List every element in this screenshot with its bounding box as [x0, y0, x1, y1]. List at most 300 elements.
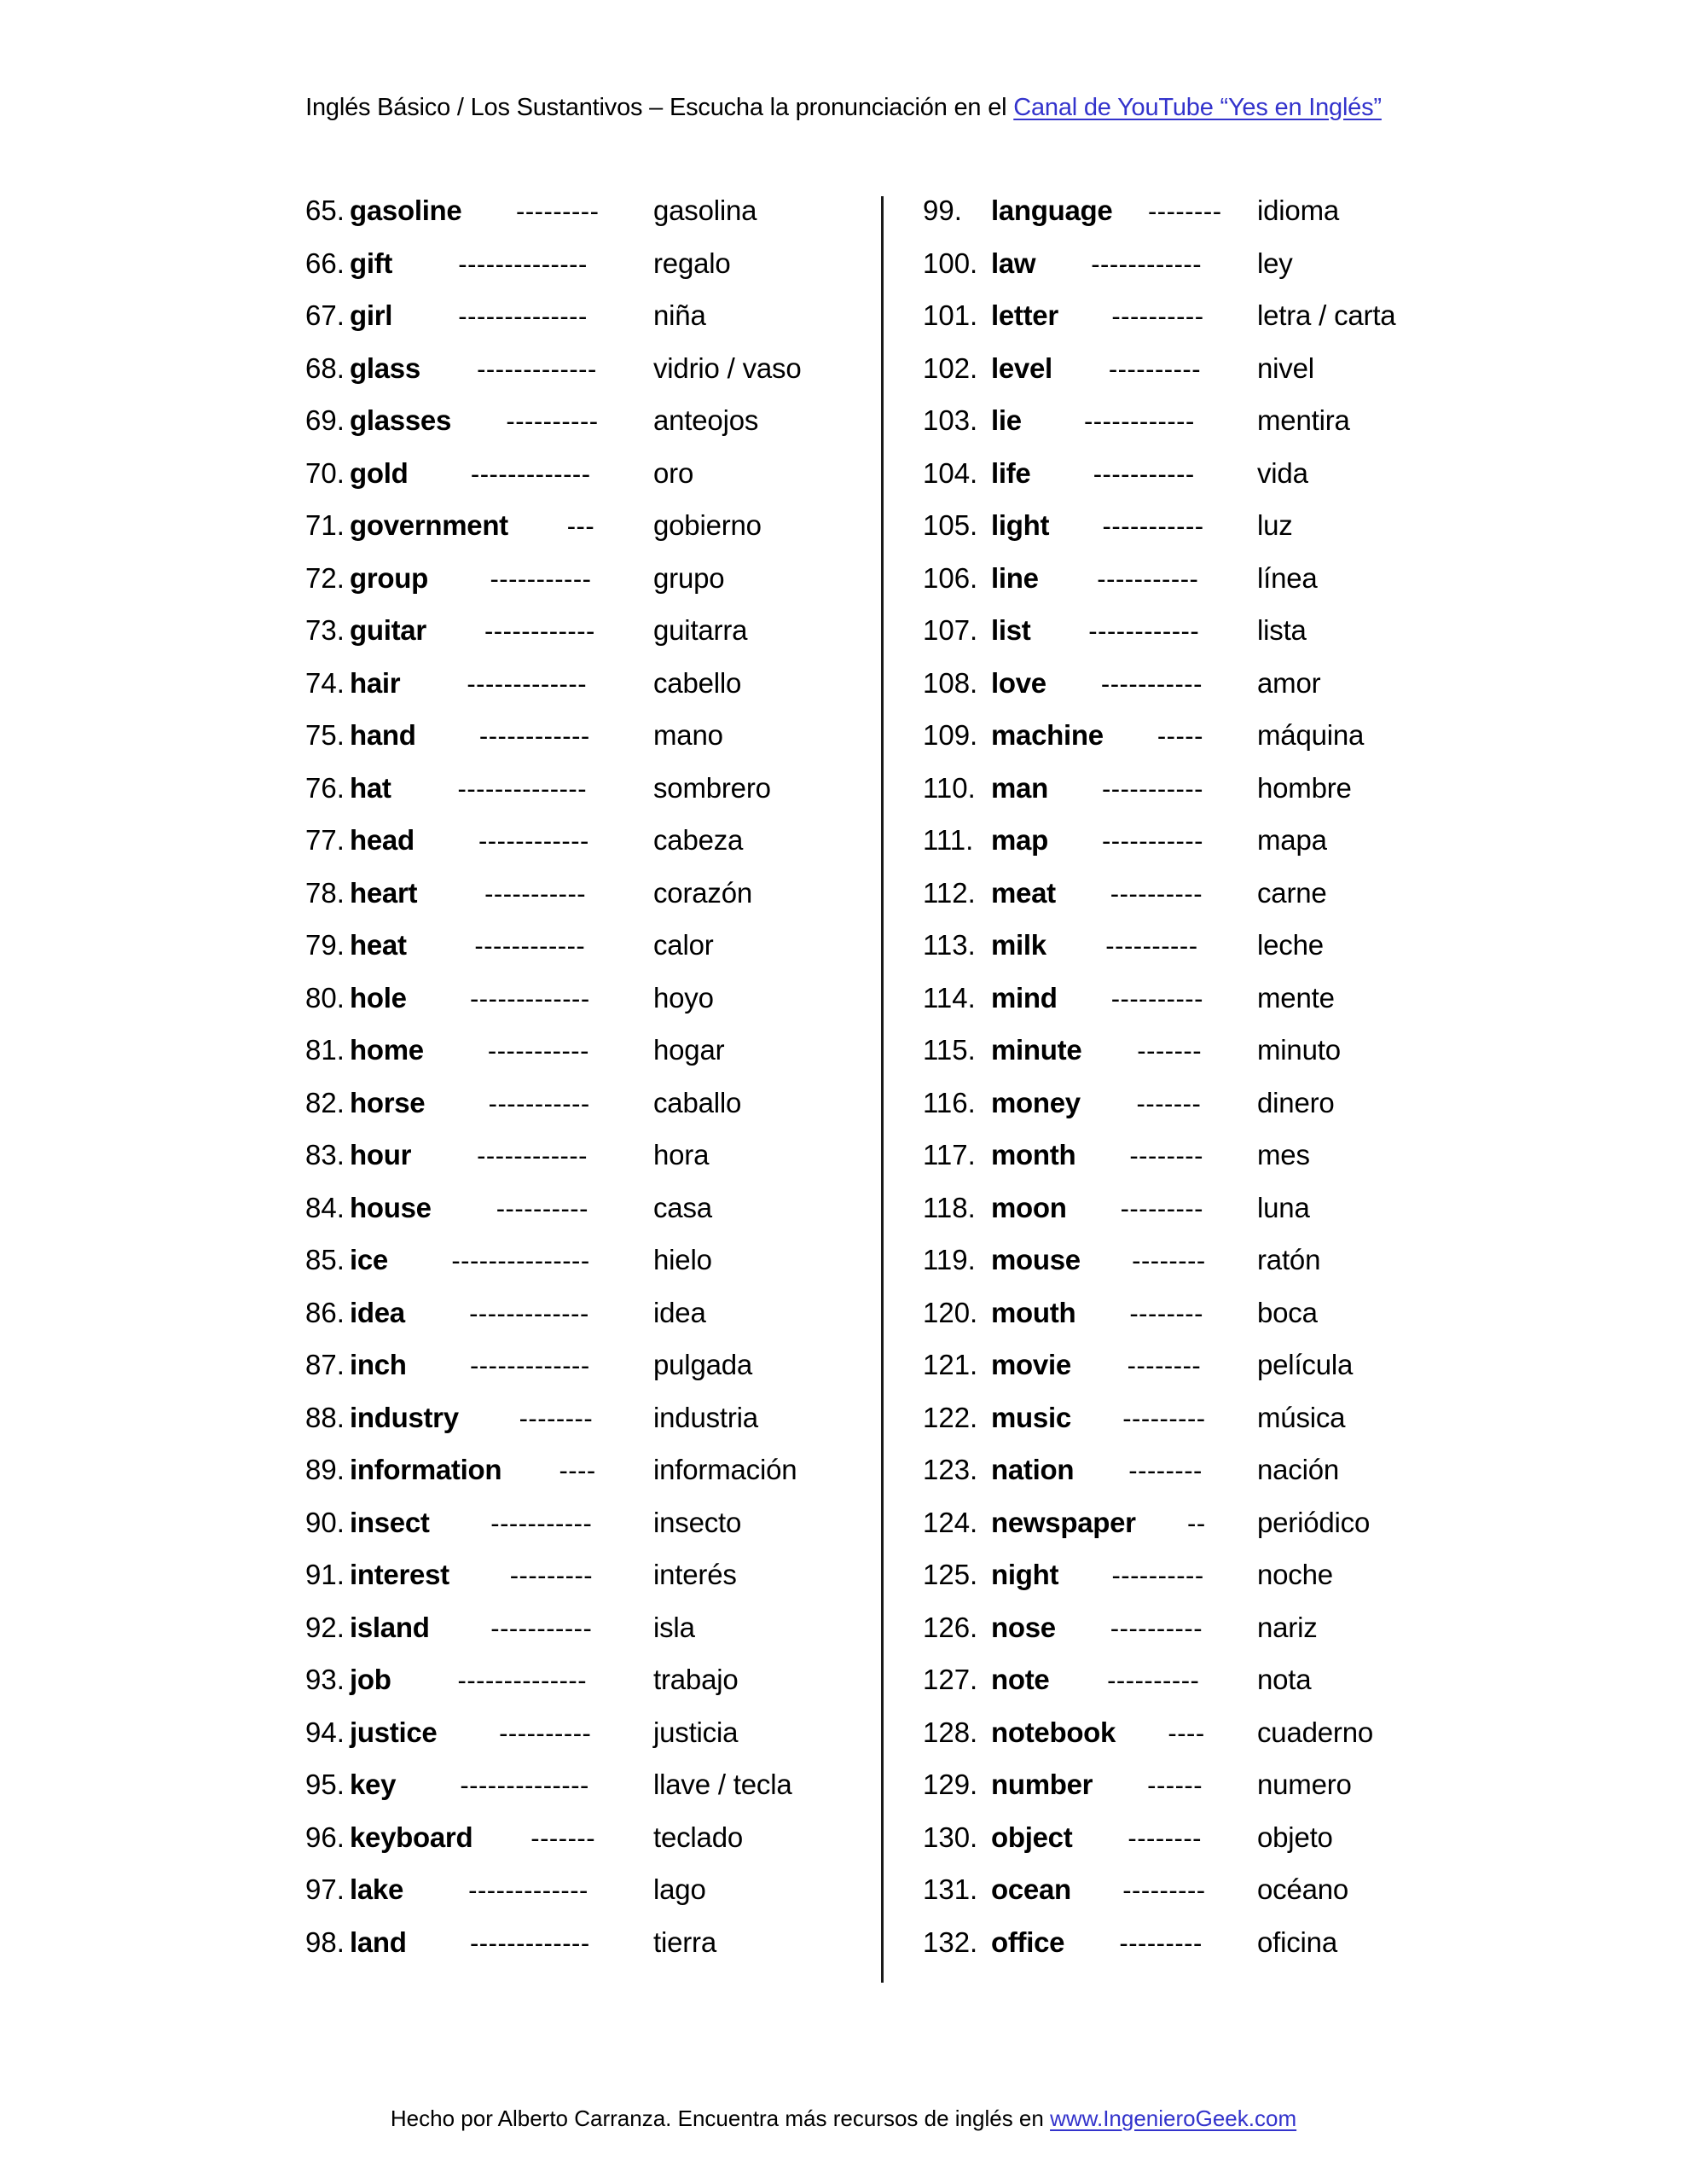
entry-english-word: night [991, 1559, 1059, 1590]
entry-number: 127. [923, 1664, 978, 1695]
entry-number: 112. [923, 876, 976, 909]
entry-dash-leader: -------------- [458, 301, 588, 331]
entry-dash-leader: --------- [509, 1560, 594, 1590]
entry-dash-leader: -------- [1128, 1822, 1202, 1853]
entry-number: 97. [305, 1873, 345, 1905]
noun-entry [923, 814, 1452, 867]
noun-entry [305, 394, 834, 447]
noun-entry [923, 1601, 1452, 1654]
noun-entry [305, 1706, 834, 1759]
entry-english-word: government [350, 509, 508, 541]
entry-spanish-word: océano [1257, 1873, 1349, 1905]
entry-number: 119. [923, 1244, 976, 1275]
noun-entry [923, 919, 1452, 972]
entry-dash-leader: ------------- [469, 1927, 590, 1958]
entry-number: 93. [305, 1664, 345, 1695]
entry-number: 68. [305, 351, 345, 384]
entry-number: 122. [923, 1401, 978, 1433]
noun-entry [923, 1758, 1452, 1811]
noun-entry [305, 867, 834, 920]
entry-spanish-word: hielo [653, 1244, 712, 1275]
entry-number: 90. [305, 1506, 345, 1538]
entry-number: 128. [923, 1716, 978, 1748]
entry-number: 117. [923, 1139, 976, 1170]
entry-dash-leader: -------- [519, 1403, 594, 1433]
entry-english-word: girl [350, 299, 393, 331]
entry-dash-leader: -------------- [460, 1770, 589, 1800]
entry-number: 96. [305, 1821, 345, 1853]
entry-number: 118. [923, 1191, 976, 1223]
entry-spanish-word: trabajo [653, 1664, 739, 1695]
noun-entry [305, 1287, 834, 1339]
noun-column-right [923, 184, 1452, 1968]
entry-english-word: nation [991, 1454, 1075, 1485]
entry-dash-leader: ----------- [490, 563, 592, 594]
entry-spanish-word: minuto [1257, 1034, 1341, 1066]
entry-spanish-word: anteojos [653, 404, 759, 436]
entry-number: 120. [923, 1296, 978, 1328]
entry-spanish-word: idioma [1257, 195, 1340, 226]
entry-spanish-word: gobierno [653, 509, 762, 541]
entry-spanish-word: cabeza [653, 824, 744, 856]
entry-spanish-word: idea [653, 1296, 706, 1328]
entry-english-word: ice [350, 1244, 388, 1275]
entry-english-word: land [350, 1926, 407, 1958]
entry-dash-leader: ---------- [499, 1717, 592, 1748]
noun-entry [305, 289, 834, 342]
noun-entry [923, 1077, 1452, 1130]
entry-english-word: heart [350, 876, 418, 909]
entry-english-word: job [350, 1664, 391, 1695]
entry-english-word: moon [991, 1191, 1067, 1223]
entry-english-word: mind [991, 981, 1058, 1014]
entry-english-word: letter [991, 299, 1058, 331]
entry-english-word: line [991, 561, 1039, 594]
entry-dash-leader: ---------- [1107, 1665, 1200, 1695]
entry-dash-leader: --------- [1120, 1193, 1204, 1223]
entry-english-word: notebook [991, 1716, 1116, 1748]
entry-english-word: house [350, 1191, 432, 1223]
youtube-channel-link[interactable]: Canal de YouTube “Yes en Inglés” [1013, 94, 1382, 121]
entry-spanish-word: corazón [653, 876, 753, 909]
entry-spanish-word: insecto [653, 1506, 742, 1538]
noun-entry [305, 919, 834, 972]
entry-spanish-word: isla [653, 1611, 695, 1643]
noun-column-left [305, 184, 834, 1968]
entry-english-word: law [991, 247, 1036, 279]
entry-english-word: month [991, 1139, 1076, 1170]
entry-spanish-word: casa [653, 1191, 712, 1223]
entry-number: 67. [305, 299, 345, 331]
noun-entry [923, 1234, 1452, 1287]
noun-entry [305, 184, 834, 237]
noun-entry [923, 709, 1452, 762]
entry-number: 89. [305, 1454, 345, 1485]
entry-english-word: office [991, 1926, 1065, 1958]
noun-entry [923, 1706, 1452, 1759]
entry-spanish-word: ley [1257, 247, 1293, 279]
entry-english-word: island [350, 1611, 430, 1643]
entry-number: 66. [305, 247, 345, 279]
entry-spanish-word: luz [1257, 509, 1293, 541]
entry-spanish-word: boca [1257, 1296, 1318, 1328]
noun-entry [923, 499, 1452, 552]
entry-number: 116. [923, 1086, 976, 1118]
entry-dash-leader: ------ [1147, 1770, 1203, 1800]
entry-dash-leader: ----------- [1101, 826, 1203, 856]
entry-dash-leader: ---- [559, 1455, 596, 1485]
entry-spanish-word: nariz [1257, 1611, 1318, 1643]
entry-english-word: hour [350, 1139, 412, 1170]
noun-entry [305, 1601, 834, 1654]
entry-number: 91. [305, 1559, 345, 1590]
entry-dash-leader: ------------- [469, 983, 590, 1014]
entry-number: 84. [305, 1191, 345, 1223]
entry-dash-leader: ---------- [1108, 353, 1202, 384]
entry-english-word: interest [350, 1559, 449, 1590]
entry-dash-leader: -------------- [457, 1665, 588, 1695]
entry-number: 82. [305, 1086, 345, 1118]
entry-dash-leader: -------- [1147, 196, 1222, 226]
entry-spanish-word: lista [1257, 614, 1307, 646]
entry-dash-leader: ---------- [1110, 983, 1203, 1014]
noun-entry [305, 1234, 834, 1287]
entry-spanish-word: grupo [653, 561, 725, 594]
entry-english-word: milk [991, 929, 1046, 961]
entry-dash-leader: ----------- [488, 1088, 590, 1118]
entry-english-word: nose [991, 1611, 1056, 1643]
entry-dash-leader: ---------- [1111, 301, 1204, 331]
noun-entry [305, 1443, 834, 1496]
entry-english-word: hat [350, 771, 391, 804]
noun-entry [923, 394, 1452, 447]
entry-number: 99. [923, 195, 962, 226]
footer-text: Hecho por Alberto Carranza. Encuentra más recursos de inglés en [390, 2106, 1051, 2131]
entry-english-word: movie [991, 1349, 1071, 1380]
entry-number: 79. [305, 929, 345, 961]
entry-dash-leader: ------------ [1083, 406, 1195, 436]
entry-english-word: love [991, 666, 1046, 699]
entry-number: 130. [923, 1821, 978, 1853]
entry-dash-leader: ------------- [470, 458, 591, 489]
entry-english-word: machine [991, 719, 1104, 751]
entry-spanish-word: nación [1257, 1454, 1340, 1485]
page-footer [0, 2104, 1687, 2133]
entry-number: 86. [305, 1296, 345, 1328]
entry-spanish-word: mapa [1257, 824, 1327, 856]
entry-number: 95. [305, 1769, 345, 1800]
entry-number: 124. [923, 1506, 978, 1538]
entry-english-word: note [991, 1664, 1050, 1695]
noun-entry [305, 1811, 834, 1864]
entry-english-word: heat [350, 929, 407, 961]
noun-entry [923, 1182, 1452, 1234]
entry-spanish-word: periódico [1257, 1506, 1371, 1538]
noun-entry [923, 1339, 1452, 1391]
noun-entry [305, 709, 834, 762]
entry-dash-leader: ------------ [478, 826, 589, 856]
entry-english-word: hair [350, 666, 401, 699]
entry-number: 92. [305, 1611, 345, 1643]
entry-spanish-word: línea [1257, 561, 1318, 594]
noun-entry [305, 1391, 834, 1444]
entry-english-word: life [991, 456, 1031, 489]
entry-english-word: gasoline [350, 195, 462, 226]
noun-entry [923, 342, 1452, 395]
entry-number: 106. [923, 561, 978, 594]
entry-number: 83. [305, 1139, 345, 1170]
entry-dash-leader: -------------- [457, 773, 588, 804]
entry-spanish-word: cuaderno [1257, 1716, 1374, 1748]
noun-entry [305, 1182, 834, 1234]
entry-number: 107. [923, 614, 978, 646]
entry-number: 125. [923, 1559, 978, 1590]
entry-dash-leader: ------- [1136, 1088, 1202, 1118]
noun-entry [305, 1024, 834, 1077]
entry-spanish-word: mes [1257, 1139, 1310, 1170]
noun-entry [923, 1287, 1452, 1339]
noun-list [0, 184, 1687, 1976]
noun-entry [305, 1916, 834, 1969]
entry-english-word: hand [350, 719, 416, 751]
entry-dash-leader: ---------- [1110, 878, 1203, 909]
entry-spanish-word: música [1257, 1401, 1346, 1433]
entry-number: 65. [305, 195, 345, 226]
entry-spanish-word: vida [1257, 456, 1308, 489]
entry-dash-leader: ------------ [1091, 248, 1203, 279]
entry-spanish-word: regalo [653, 247, 731, 279]
entry-english-word: money [991, 1086, 1081, 1118]
noun-entry [305, 814, 834, 867]
noun-entry [923, 972, 1452, 1025]
entry-spanish-word: mano [653, 719, 723, 751]
entry-number: 132. [923, 1926, 978, 1958]
entry-number: 77. [305, 824, 345, 856]
column-divider [881, 196, 884, 1983]
entry-dash-leader: ------------ [484, 616, 595, 646]
entry-english-word: mouse [991, 1244, 1081, 1275]
entry-dash-leader: ----------- [487, 1036, 589, 1066]
entry-english-word: inch [350, 1349, 407, 1380]
entry-english-word: hole [350, 981, 407, 1014]
entry-number: 69. [305, 404, 345, 436]
entry-number: 113. [923, 929, 976, 961]
entry-number: 114. [923, 981, 976, 1014]
noun-entry [305, 1077, 834, 1130]
noun-entry [305, 552, 834, 605]
entry-english-word: music [991, 1401, 1071, 1433]
entry-dash-leader: -------------- [458, 248, 588, 279]
entry-english-word: level [991, 351, 1052, 384]
entry-dash-leader: ------------- [469, 1350, 590, 1380]
entry-english-word: horse [350, 1086, 426, 1118]
header-text: Inglés Básico / Los Sustantivos – Escucha la pronunciación en el [305, 94, 1014, 121]
entry-spanish-word: nivel [1257, 351, 1314, 384]
noun-entry [923, 1863, 1452, 1916]
entry-number: 101. [923, 299, 978, 331]
noun-entry [305, 657, 834, 710]
entry-spanish-word: hoyo [653, 981, 714, 1014]
entry-english-word: insect [350, 1506, 430, 1538]
noun-entry [305, 604, 834, 657]
entry-spanish-word: dinero [1257, 1086, 1335, 1118]
entry-spanish-word: lago [653, 1873, 706, 1905]
entry-spanish-word: caballo [653, 1086, 742, 1118]
entry-dash-leader: -------- [1129, 1141, 1203, 1170]
entry-spanish-word: máquina [1257, 719, 1365, 751]
entry-number: 129. [923, 1769, 978, 1800]
entry-number: 71. [305, 509, 345, 541]
entry-dash-leader: ------------ [478, 721, 590, 751]
noun-entry [923, 1916, 1452, 1969]
entry-dash-leader: -------- [1127, 1350, 1202, 1380]
noun-entry [305, 499, 834, 552]
entry-dash-leader: ----------- [1097, 563, 1199, 594]
noun-entry [923, 657, 1452, 710]
noun-entry [923, 289, 1452, 342]
entry-english-word: information [350, 1454, 502, 1485]
noun-entry [923, 1653, 1452, 1706]
entry-dash-leader: ----------- [1100, 668, 1203, 699]
entry-spanish-word: calor [653, 929, 714, 961]
entry-spanish-word: información [653, 1454, 797, 1485]
entry-english-word: man [991, 771, 1048, 804]
entry-dash-leader: ---------- [506, 406, 599, 436]
entry-dash-leader: --------- [1119, 1927, 1203, 1958]
entry-spanish-word: luna [1257, 1191, 1310, 1223]
entry-number: 111. [923, 824, 974, 856]
entry-number: 131. [923, 1873, 978, 1905]
entry-dash-leader: -------- [1128, 1455, 1203, 1485]
entry-number: 110. [923, 771, 976, 804]
entry-dash-leader: --------- [516, 196, 600, 226]
entry-spanish-word: tierra [653, 1926, 716, 1958]
entry-spanish-word: noche [1257, 1559, 1333, 1590]
entry-number: 75. [305, 719, 345, 751]
entry-spanish-word: oro [653, 456, 694, 489]
entry-number: 72. [305, 561, 345, 594]
entry-spanish-word: hora [653, 1139, 710, 1170]
entry-spanish-word: hombre [1257, 771, 1352, 804]
noun-entry [305, 447, 834, 500]
noun-entry [923, 447, 1452, 500]
entry-spanish-word: objeto [1257, 1821, 1333, 1853]
entry-dash-leader: ------------- [468, 1875, 588, 1905]
entry-spanish-word: guitarra [653, 614, 748, 646]
entry-spanish-word: letra / carta [1257, 299, 1396, 331]
entry-english-word: glass [350, 351, 420, 384]
entry-spanish-word: teclado [653, 1821, 744, 1853]
entry-spanish-word: niña [653, 299, 706, 331]
noun-entry [305, 1496, 834, 1549]
noun-entry [305, 1129, 834, 1182]
entry-dash-leader: ----- [1157, 721, 1203, 751]
entry-spanish-word: justicia [653, 1716, 739, 1748]
entry-number: 70. [305, 456, 345, 489]
entry-english-word: idea [350, 1296, 405, 1328]
entry-spanish-word: película [1257, 1349, 1354, 1380]
noun-entry [923, 1024, 1452, 1077]
entry-english-word: mouth [991, 1296, 1076, 1328]
entry-dash-leader: ------------- [477, 353, 597, 384]
noun-entry [305, 1758, 834, 1811]
entry-english-word: justice [350, 1716, 438, 1748]
entry-spanish-word: nota [1257, 1664, 1312, 1695]
entry-english-word: ocean [991, 1873, 1071, 1905]
entry-dash-leader: -- [1187, 1507, 1206, 1538]
entry-english-word: industry [350, 1401, 459, 1433]
entry-english-word: lie [991, 404, 1022, 436]
entry-english-word: newspaper [991, 1506, 1136, 1538]
entry-english-word: key [350, 1769, 397, 1800]
noun-entry [305, 972, 834, 1025]
entry-dash-leader: ------------ [1088, 616, 1200, 646]
entry-spanish-word: carne [1257, 876, 1327, 909]
entry-dash-leader: --------- [1122, 1875, 1206, 1905]
entry-english-word: object [991, 1821, 1073, 1853]
entry-dash-leader: ----------- [1102, 511, 1204, 541]
entry-spanish-word: vidrio / vaso [653, 351, 802, 384]
entry-number: 123. [923, 1454, 978, 1485]
website-link[interactable]: www.IngenieroGeek.com [1050, 2106, 1297, 2131]
entry-dash-leader: ----------- [484, 878, 587, 909]
entry-number: 100. [923, 247, 978, 279]
noun-entry [923, 867, 1452, 920]
noun-entry [923, 1391, 1452, 1444]
entry-spanish-word: pulgada [653, 1349, 753, 1380]
entry-number: 80. [305, 981, 345, 1014]
entry-number: 85. [305, 1244, 345, 1275]
entry-number: 87. [305, 1349, 345, 1380]
noun-entry [305, 1653, 834, 1706]
noun-entry [923, 237, 1452, 290]
noun-entry [923, 604, 1452, 657]
entry-dash-leader: ---- [1168, 1717, 1205, 1748]
entry-number: 74. [305, 666, 345, 699]
entry-number: 104. [923, 456, 978, 489]
entry-spanish-word: gasolina [653, 195, 757, 226]
entry-dash-leader: ------------- [469, 1298, 589, 1328]
entry-english-word: map [991, 824, 1048, 856]
entry-dash-leader: ------- [1137, 1036, 1203, 1066]
entry-dash-leader: ----------- [1101, 773, 1203, 804]
noun-entry [923, 1811, 1452, 1864]
noun-entry [305, 762, 834, 815]
entry-dash-leader: --------------- [451, 1246, 590, 1275]
entry-dash-leader: ---------- [496, 1193, 588, 1223]
entry-dash-leader: ----------- [490, 1507, 593, 1538]
entry-dash-leader: ---------- [1105, 931, 1198, 961]
entry-dash-leader: ----------- [490, 1612, 593, 1643]
entry-english-word: gold [350, 456, 409, 489]
entry-english-word: glasses [350, 404, 451, 436]
entry-spanish-word: sombrero [653, 771, 771, 804]
noun-entry [923, 1129, 1452, 1182]
entry-english-word: group [350, 561, 428, 594]
entry-dash-leader: ------------ [477, 1141, 588, 1170]
entry-spanish-word: hogar [653, 1034, 725, 1066]
entry-spanish-word: cabello [653, 666, 742, 699]
noun-entry [305, 1548, 834, 1601]
page-header [0, 92, 1687, 123]
entry-dash-leader: ------- [530, 1822, 596, 1853]
entry-english-word: guitar [350, 614, 426, 646]
entry-spanish-word: amor [1257, 666, 1321, 699]
entry-number: 94. [305, 1716, 345, 1748]
entry-spanish-word: mentira [1257, 404, 1350, 436]
entry-spanish-word: interés [653, 1559, 737, 1590]
entry-english-word: number [991, 1769, 1093, 1800]
